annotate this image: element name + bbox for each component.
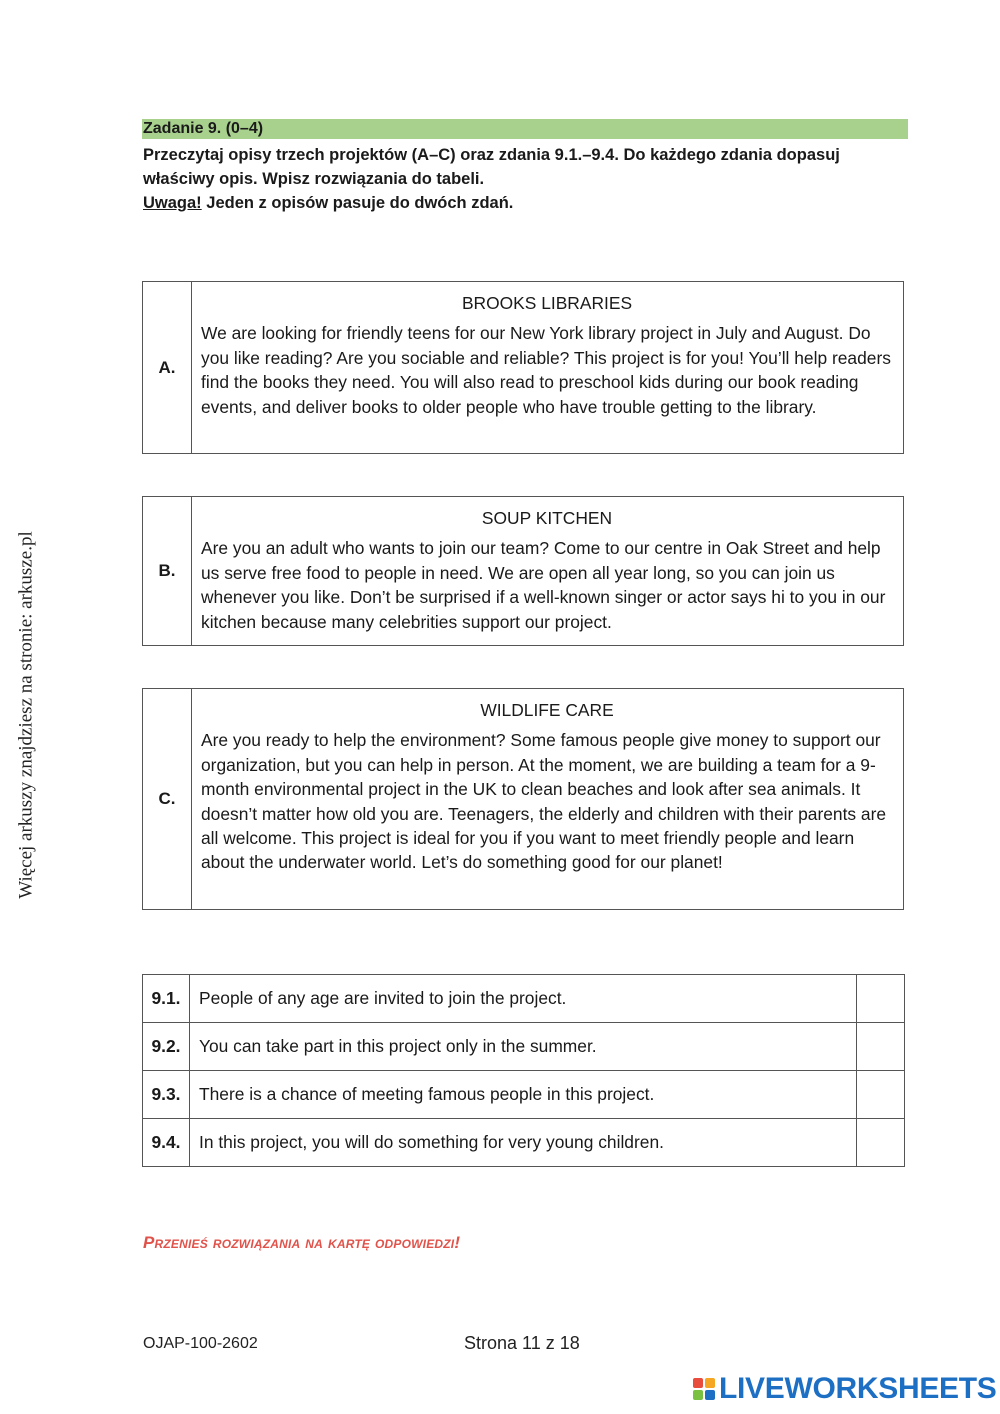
logo-square-blue	[705, 1390, 715, 1400]
transfer-note: Przenieś rozwiązania na kartę odpowiedzi!	[143, 1233, 461, 1252]
table-row	[143, 1023, 905, 1071]
answer-table	[142, 974, 905, 1167]
table-row	[143, 1071, 905, 1119]
description-letter: C.	[143, 689, 192, 909]
description-letter: B.	[143, 497, 192, 645]
statement-text: There is a chance of meeting famous people in this project.	[190, 1071, 857, 1119]
description-text: Are you an adult who wants to join our team? Come to our centre in Oak Street and help us serve free food to people in need. We are open all year long, so you can join us whenever you like. Don’t be surprised if a well-known singer or actor says hi to you in our kitchen because many celebrities support our project.	[201, 538, 886, 632]
side-note-text: Więcej arkuszy znajdziesz na stronie: arkusze.pl	[16, 531, 37, 899]
warning-text: Jeden z opisów pasuje do dwóch zdań.	[201, 194, 514, 212]
side-note	[12, 520, 42, 910]
description-text: We are looking for friendly teens for our New York library project in July and August. Do you like reading? Are you sociable and reliable? This project is for you! You’ll help readers find the books they need. You will also read to preschool kids during our book reading events, and deliver books to older people who have trouble getting to the library.	[201, 323, 891, 417]
task-header: Zadanie 9. (0–4)	[142, 119, 908, 139]
liveworksheets-logo[interactable]	[693, 1372, 997, 1406]
statement-text: In this project, you will do something for very young children.	[190, 1119, 857, 1167]
instruction-text: Przeczytaj opisy trzech projektów (A–C) oraz zdania 9.1.–9.4. Do każdego zdania dopasuj właściwy opis. Wpisz rozwiązania do tabeli.	[143, 146, 840, 188]
description-box-b	[142, 496, 904, 646]
description-content	[192, 497, 903, 645]
description-letter: A.	[143, 282, 192, 453]
statement-number: 9.1.	[143, 975, 190, 1023]
description-title: WILDLIFE CARE	[480, 700, 614, 720]
description-content	[192, 689, 903, 909]
description-box-a	[142, 281, 904, 454]
table-row	[143, 975, 905, 1023]
task-instructions	[143, 143, 903, 215]
description-content	[192, 282, 903, 453]
statement-number: 9.2.	[143, 1023, 190, 1071]
logo-square-green	[693, 1390, 703, 1400]
logo-text: LIVEWORKSHEETS	[719, 1372, 997, 1405]
answer-cell-9-3[interactable]	[857, 1071, 905, 1119]
logo-square-orange	[705, 1378, 715, 1388]
warning-label: Uwaga!	[143, 194, 202, 212]
description-title: SOUP KITCHEN	[481, 508, 613, 528]
table-row	[143, 1119, 905, 1167]
description-text: Are you ready to help the environment? Some famous people give money to support our organization, but you can help in person. At the moment, we are building a team for a 9-month environmental project in the UK to clean beaches and look after sea animals. It doesn’t matter how old you are. Teenagers, the elderly and children with their parents are all welcome. This project is ideal for you if you want to meet friendly people and learn about the underwater world. Let’s do something good for our planet!	[201, 730, 887, 873]
liveworksheets-logo-icon	[693, 1378, 715, 1400]
statement-text: People of any age are invited to join the project.	[190, 975, 857, 1023]
statement-number: 9.4.	[143, 1119, 190, 1167]
statement-number: 9.3.	[143, 1071, 190, 1119]
answer-cell-9-2[interactable]	[857, 1023, 905, 1071]
statement-text: You can take part in this project only in the summer.	[190, 1023, 857, 1071]
description-box-c	[142, 688, 904, 910]
footer-exam-code: OJAP-100-2602	[143, 1335, 258, 1352]
answer-cell-9-1[interactable]	[857, 975, 905, 1023]
answer-cell-9-4[interactable]	[857, 1119, 905, 1167]
logo-square-red	[693, 1378, 703, 1388]
description-title: BROOKS LIBRARIES	[461, 293, 633, 313]
footer-page-number: Strona 11 z 18	[464, 1333, 580, 1353]
